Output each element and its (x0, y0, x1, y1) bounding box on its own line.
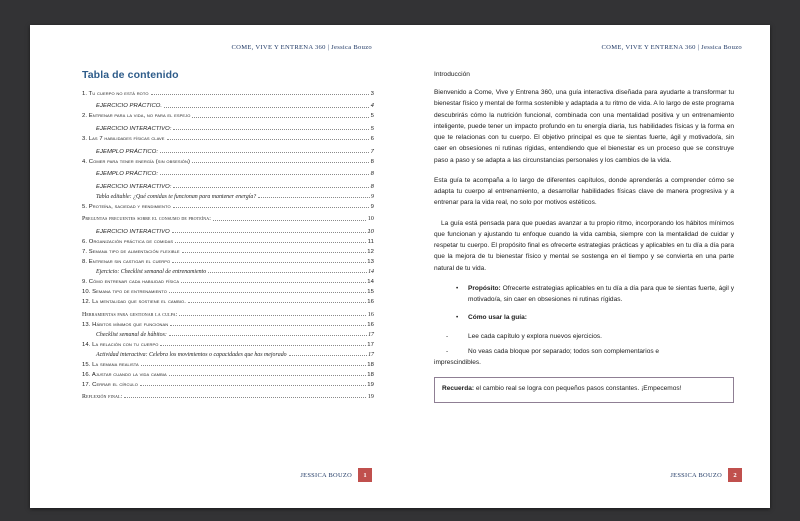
toc-entry-label: Preguntas frecuentes sobre el consumo de proteína: (82, 216, 211, 223)
toc-entry-label: 14. La relación con tu cuerpo (82, 341, 159, 348)
toc-entry-label: 8. Entrenar sin castigar el cuerpo (82, 258, 171, 265)
toc-entry[interactable] (82, 311, 374, 318)
toc-entry[interactable] (82, 298, 374, 305)
toc-title: Tabla de contenido (82, 69, 179, 81)
toc-entry-leader (151, 90, 370, 95)
toc-entry-page: 13 (367, 258, 374, 265)
toc-entry[interactable] (82, 361, 374, 368)
toc-entry[interactable] (82, 278, 374, 285)
toc-entry-leader (170, 321, 366, 326)
toc-entry[interactable] (82, 183, 374, 190)
dash-marker: - (446, 332, 449, 340)
toc-entry[interactable] (82, 148, 374, 155)
callout-body: el cambio real se logra con pequeños pasos constantes. ¡Empecemos! (474, 385, 682, 393)
bullet-lead: Propósito: (468, 284, 501, 292)
bullet-text (468, 283, 734, 306)
toc-entry-page: 9 (370, 203, 374, 210)
toc-entry-label: 3. Las 7 habilidades físicas clave (82, 136, 165, 142)
toc-entry-label: 17. Cerrar el círculo (82, 381, 138, 388)
toc-entry[interactable] (82, 321, 374, 328)
toc-entry-leader (175, 238, 366, 243)
running-header-left (231, 44, 372, 51)
toc-entry-leader (160, 170, 369, 175)
toc-entry-page: 12 (367, 248, 374, 255)
toc-entry-label: 13. Hábitos mínimos que funcionan (82, 321, 169, 328)
toc-entry-page: 8 (370, 183, 374, 190)
section-heading: Introducción (434, 71, 470, 78)
callout-text (442, 383, 726, 394)
toc-entry-page: 18 (367, 371, 374, 378)
toc-entry-leader (167, 135, 370, 140)
toc-entry-label: 12. La mentalidad que sostiene el cambio. (82, 298, 186, 305)
toc-entry[interactable] (82, 135, 374, 142)
toc-entry-page: 10 (367, 216, 374, 223)
toc-entry-page: 19 (367, 394, 374, 401)
running-header-author-right: Jessica Bouzo (701, 44, 742, 51)
toc-entry-leader (289, 351, 367, 356)
toc-entry-page: 17 (367, 341, 374, 348)
toc-entry-leader (213, 216, 366, 221)
sub-item-1 (434, 331, 734, 342)
toc-entry-page: 6 (370, 136, 374, 142)
toc-entry-label: 10. Semana tipo de entrenamiento (82, 288, 167, 295)
toc-entry-page: 8 (370, 158, 374, 165)
toc-entry-leader (258, 193, 369, 198)
toc-entry[interactable] (82, 381, 374, 388)
toc-entry[interactable] (82, 331, 374, 338)
footer-author-left: JESSICA BOUZO (300, 471, 352, 479)
running-header-title-right: COME, VIVE Y ENTRENA 360 (601, 44, 696, 51)
bullet-item-como-usar (434, 312, 734, 323)
running-header-right (601, 44, 742, 51)
running-header-author-left: Jessica Bouzo (331, 44, 372, 51)
toc-entry-page: 9 (371, 193, 374, 200)
toc-entry-label: 9. Cómo entrenar cada habilidad física (82, 278, 180, 285)
toc-entry-page: 11 (367, 238, 374, 245)
toc-entry-page: 5 (370, 126, 374, 132)
toc-entry[interactable] (82, 393, 374, 400)
toc-entry[interactable] (82, 90, 374, 97)
intro-paragraph-3: La guía está pensada para que puedas avanzar a tu propio ritmo, incorporando los hábitos mínimos que funcionan y ajustando tu enfoque cuando la vida cambia, siempre con la mentalidad de cuidar y respetar tu cuerpo. El propósito final es ofrecerte estrategias prácticas y aplicables en tu día a día para que la mejora de tu bienestar físico y mental se sostenga en el tiempo y se convierta en una parte natural de tu vida. (434, 219, 734, 272)
toc-entry[interactable] (82, 216, 374, 223)
toc-entry-page: 14 (367, 278, 374, 285)
bullet-list (434, 283, 734, 369)
bullet-body: Ofrecerte estrategias aplicables en tu día a día para que te sientas fuerte, ágil y motivado/a, sin caer en obsesiones ni rutinas rígidas. (468, 284, 734, 303)
toc-entry-label: EJEMPLO PRÁCTICO: (96, 148, 159, 155)
intro-paragraph-2: Esta guía te acompaña a lo largo de diferentes capítulos, donde aprenderás a comprender cómo se adapta tu cuerpo al entrenamiento, a desarrollar habilidades físicas clave de manera progresiva y a entrenar para la vida real, no solo por motivos estéticos. (434, 176, 734, 207)
toc-entry[interactable] (82, 248, 374, 255)
bullet-text (468, 312, 734, 323)
running-header-sep-left: | (325, 44, 332, 51)
toc-entry-label: 16. Ajustar cuando la vida cambia (82, 371, 167, 378)
toc-entry-label: 1. Tu cuerpo no está roto (82, 90, 149, 97)
toc-entry-label: EJEMPLO PRÁCTICO: (96, 171, 159, 178)
toc-entry-leader (172, 228, 366, 233)
dash-marker: - (446, 347, 449, 355)
toc-entry-label: EJERCICIO INTERACTIVO (96, 228, 170, 235)
toc-entry[interactable] (82, 258, 374, 265)
toc-entry-leader (173, 203, 369, 208)
toc-entry-leader (173, 125, 369, 130)
toc-entry-leader (160, 148, 369, 153)
toc-entry-leader (181, 278, 366, 283)
toc-entry-page: 16 (367, 321, 374, 328)
toc-entry-leader (169, 371, 366, 376)
toc-entry-label: Reflexión final: (82, 394, 123, 401)
toc-entry-leader (160, 341, 365, 346)
toc-entry[interactable] (82, 288, 374, 295)
toc-entry-label: 2. Entrenar para la vida, no para el espejo (82, 113, 191, 120)
toc-entry[interactable] (82, 125, 374, 132)
callout-lead: Recuerda: (442, 385, 475, 393)
toc-entry-leader (188, 298, 366, 303)
footer-page-number-left: 1 (358, 468, 372, 482)
toc-entry[interactable] (82, 113, 374, 120)
toc-entry-leader (173, 183, 369, 188)
toc-entry-label: 6. Organización práctica de comidas (82, 238, 174, 245)
footer-page-number-right: 2 (728, 468, 742, 482)
sub-item-2-continuation: imprescindibles. (434, 359, 481, 366)
bullet-marker: • (456, 314, 459, 322)
page-footer-left (300, 468, 372, 482)
toc-entry[interactable] (82, 341, 374, 348)
intro-paragraph-1: Bienvenido a Come, Vive y Entrena 360, una guía interactiva diseñada para ayudarte a transformar tu bienestar físico y mental de forma sostenible y adaptada a tu ritmo de vida. A lo largo de este programa descubrirás cómo la nutrición funcional, combinada con una mentalidad positiva y un entrenamiento inteligente, puede tener un impacto profundo en tu energía diaria, tus habilidades físicas y la forma en que te relacionas con tu cuerpo. El objetivo principal es que te sientas fuerte, ágil y motivado/a, sin caer en obsesiones ni rutinas rígidas, entendiendo que el bienestar es un proceso que se construye paso a paso y se adapta a las circunstancias personales y los cambios de la vida. (434, 89, 734, 164)
toc-entry[interactable] (82, 268, 374, 275)
toc-entry-page: 10 (367, 228, 374, 235)
toc-entry-page: 4 (370, 103, 374, 110)
toc-entry-leader (179, 311, 366, 316)
toc-entry-label: Herramientas para gestionar la culpa: (82, 311, 178, 318)
bullet-item-proposito (434, 283, 734, 306)
toc-entry-page: 15 (367, 288, 374, 295)
footer-author-right: JESSICA BOUZO (670, 471, 722, 479)
toc-entry-leader (141, 361, 366, 366)
toc-entry-leader (192, 113, 369, 118)
toc-entry-leader (169, 288, 366, 293)
toc-entry-page: 18 (367, 361, 374, 368)
toc-entry[interactable] (82, 170, 374, 177)
toc-entry-leader (169, 331, 367, 336)
toc-entry[interactable] (82, 103, 374, 110)
toc-entry[interactable] (82, 203, 374, 210)
toc-entry[interactable] (82, 238, 374, 245)
toc-entry-leader (172, 258, 366, 263)
toc-entry-page: 17 (368, 351, 374, 358)
toc-entry-label: Ejercicio: Checklist semanal de entrenamiento (96, 268, 207, 275)
running-header-sep-right: | (695, 44, 702, 51)
toc-entry-label: 7. Semana tipo de alimentación flexible (82, 248, 180, 255)
document-sheet (30, 25, 770, 508)
toc-entry-label: Tabla editable: ¿Qué comidas te funcionan para mantener energía? (96, 193, 257, 200)
toc-entry-page: 3 (370, 90, 374, 97)
toc-entry-leader (124, 393, 366, 398)
toc-entry-leader (208, 268, 366, 273)
toc-entry-page: 19 (367, 381, 374, 388)
toc-entry-label: 15. La semana realista (82, 361, 139, 368)
toc-entry-leader (140, 381, 366, 386)
toc-entry-label: EJERCICIO PRÁCTICO. (96, 103, 163, 110)
toc-entry-leader (182, 248, 366, 253)
toc-entry-label: EJERCICIO INTERACTIVO: (96, 183, 172, 190)
bullet-lead: Cómo usar la guía: (468, 314, 527, 322)
sub-item-2 (434, 346, 734, 357)
toc-entry-page: 7 (370, 148, 374, 155)
toc-entry[interactable] (82, 351, 374, 358)
toc-entry[interactable] (82, 193, 374, 200)
toc-entry-label: 4. Comer para tener energía (sin obsesión) (82, 158, 190, 165)
toc-entry-label: Checklist semanal de hábitos: (96, 331, 167, 338)
toc-entry[interactable] (82, 158, 374, 165)
sub-item-text: No veas cada bloque por separado; todos son complementarios e (468, 347, 660, 355)
running-header-title-left: COME, VIVE Y ENTRENA 360 (231, 44, 326, 51)
toc-entry-leader (192, 158, 369, 163)
toc-entry-page: 14 (368, 268, 374, 275)
toc-entry-page: 16 (367, 298, 374, 305)
toc-entry-page: 17 (368, 331, 374, 338)
sub-item-text: Lee cada capítulo y explora nuevos ejercicios. (468, 332, 602, 340)
bullet-marker: • (456, 284, 459, 292)
toc-list (82, 87, 374, 400)
toc-entry-page: 8 (370, 171, 374, 178)
page-left (30, 25, 400, 508)
toc-entry-label: Actividad interactiva: Celebra los movimientos o capacidades que has mejorado (96, 351, 287, 358)
toc-entry-label: 5. Proteína, saciedad y rendimiento (82, 203, 171, 210)
toc-entry-label: EJERCICIO INTERACTIVO: (96, 126, 172, 132)
toc-entry[interactable] (82, 371, 374, 378)
toc-entry-page: 16 (367, 311, 374, 318)
callout-box (434, 377, 734, 402)
toc-entry-page: 5 (370, 113, 374, 120)
toc-entry-leader (164, 103, 369, 108)
body-column (434, 87, 734, 403)
page-footer-right (670, 468, 742, 482)
page-right (400, 25, 770, 508)
toc-entry[interactable] (82, 228, 374, 235)
